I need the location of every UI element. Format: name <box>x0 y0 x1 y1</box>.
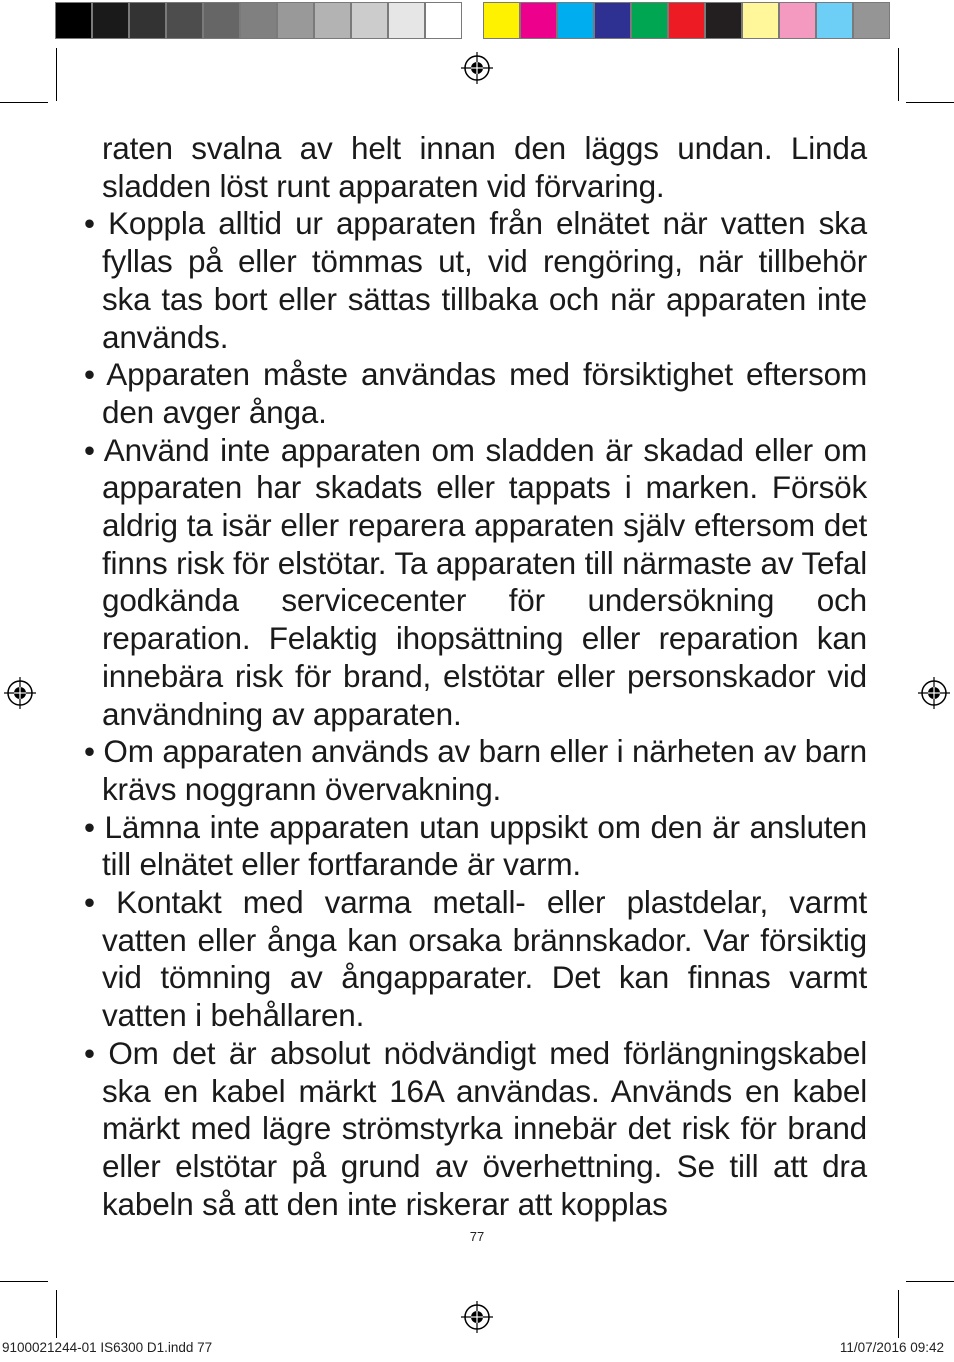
bullet-item: • Om apparaten används av barn eller i närheten av barn krävs noggrann övervakning. <box>84 733 867 807</box>
bullet-item: • Apparaten måste användas med försiktighet eftersom den avger ånga. <box>84 356 867 430</box>
color-swatch <box>483 2 520 39</box>
registration-mark-icon <box>918 677 950 709</box>
crop-mark-bottom-left-vertical <box>56 1290 57 1338</box>
bullet-item: • Lämna inte apparaten utan uppsikt om den är ansluten till elnätet eller fortfarande är varm. <box>84 808 867 883</box>
bullet-item: • Koppla alltid ur apparaten från elnätet när vatten ska fyllas på eller tömmas ut, vid rengöring, när tillbehör ska tas bort eller sättas tillbaka och när apparaten inte används. <box>84 205 867 355</box>
registration-mark-icon <box>4 677 36 709</box>
gray-swatch <box>166 2 203 39</box>
paragraph-continuation: raten svalna av helt innan den läggs undan. Linda sladden löst runt apparaten vid förvaring. <box>102 130 867 204</box>
color-swatch <box>520 2 557 39</box>
crop-mark-top-left-horizontal <box>0 102 48 103</box>
bullet-item: • Använd inte apparaten om sladden är skadad eller om apparaten har skadats eller tappats i marken. Försök aldrig ta isär eller reparera apparaten själv eftersom det finns risk för elstötar. Ta apparaten till närmaste av Tefal godkända servicecenter för undersökning och reparation. Felaktig ihopsättning eller reparation kan innebära risk för brand, elstötar eller personskador vid användning av apparaten. <box>84 431 867 732</box>
slug-date-time: 11/07/2016 09:42 <box>839 1340 944 1355</box>
registration-mark-icon <box>461 52 493 84</box>
gray-swatch <box>314 2 351 39</box>
color-swatch <box>742 2 779 39</box>
crop-mark-bottom-right-horizontal <box>906 1281 954 1282</box>
grayscale-calibration-bar <box>55 2 462 39</box>
crop-mark-bottom-left-horizontal <box>0 1281 48 1282</box>
bullet-item: • Kontakt med varma metall- eller plastdelar, varmt vatten eller ånga kan orsaka brännskador. Var försiktig vid tömning av ångapparater. Det kan finnas varmt vatten i behållaren. <box>84 884 867 1034</box>
color-swatch <box>853 2 890 39</box>
gray-swatch <box>203 2 240 39</box>
crop-mark-bottom-right-vertical <box>898 1290 899 1338</box>
color-swatch <box>594 2 631 39</box>
color-swatch <box>779 2 816 39</box>
crop-mark-top-right-vertical <box>898 48 899 101</box>
gray-swatch <box>351 2 388 39</box>
gray-swatch <box>425 2 462 39</box>
gray-swatch <box>240 2 277 39</box>
slug-file-info: 9100021244-01 IS6300 D1.indd 77 <box>2 1340 213 1355</box>
color-swatch <box>705 2 742 39</box>
gray-swatch <box>129 2 166 39</box>
crop-mark-top-left-vertical <box>56 48 57 101</box>
color-swatch <box>668 2 705 39</box>
color-calibration-bar <box>483 2 890 39</box>
safety-instructions-text <box>84 130 867 1223</box>
gray-swatch <box>55 2 92 39</box>
color-swatch <box>816 2 853 39</box>
registration-mark-icon <box>461 1301 493 1333</box>
color-swatch <box>557 2 594 39</box>
page-number: 77 <box>469 1229 485 1244</box>
gray-swatch <box>277 2 314 39</box>
gray-swatch <box>92 2 129 39</box>
color-swatch <box>631 2 668 39</box>
crop-mark-top-right-horizontal <box>906 102 954 103</box>
gray-swatch <box>388 2 425 39</box>
bullet-item: • Om det är absolut nödvändigt med förlängningskabel ska en kabel märkt 16A användas. Används en kabel märkt med lägre strömstyrka innebär det risk för brand eller elstötar på grund av överhettning. Se till att dra kabeln så att den inte riskerar att kopplas <box>84 1034 867 1222</box>
